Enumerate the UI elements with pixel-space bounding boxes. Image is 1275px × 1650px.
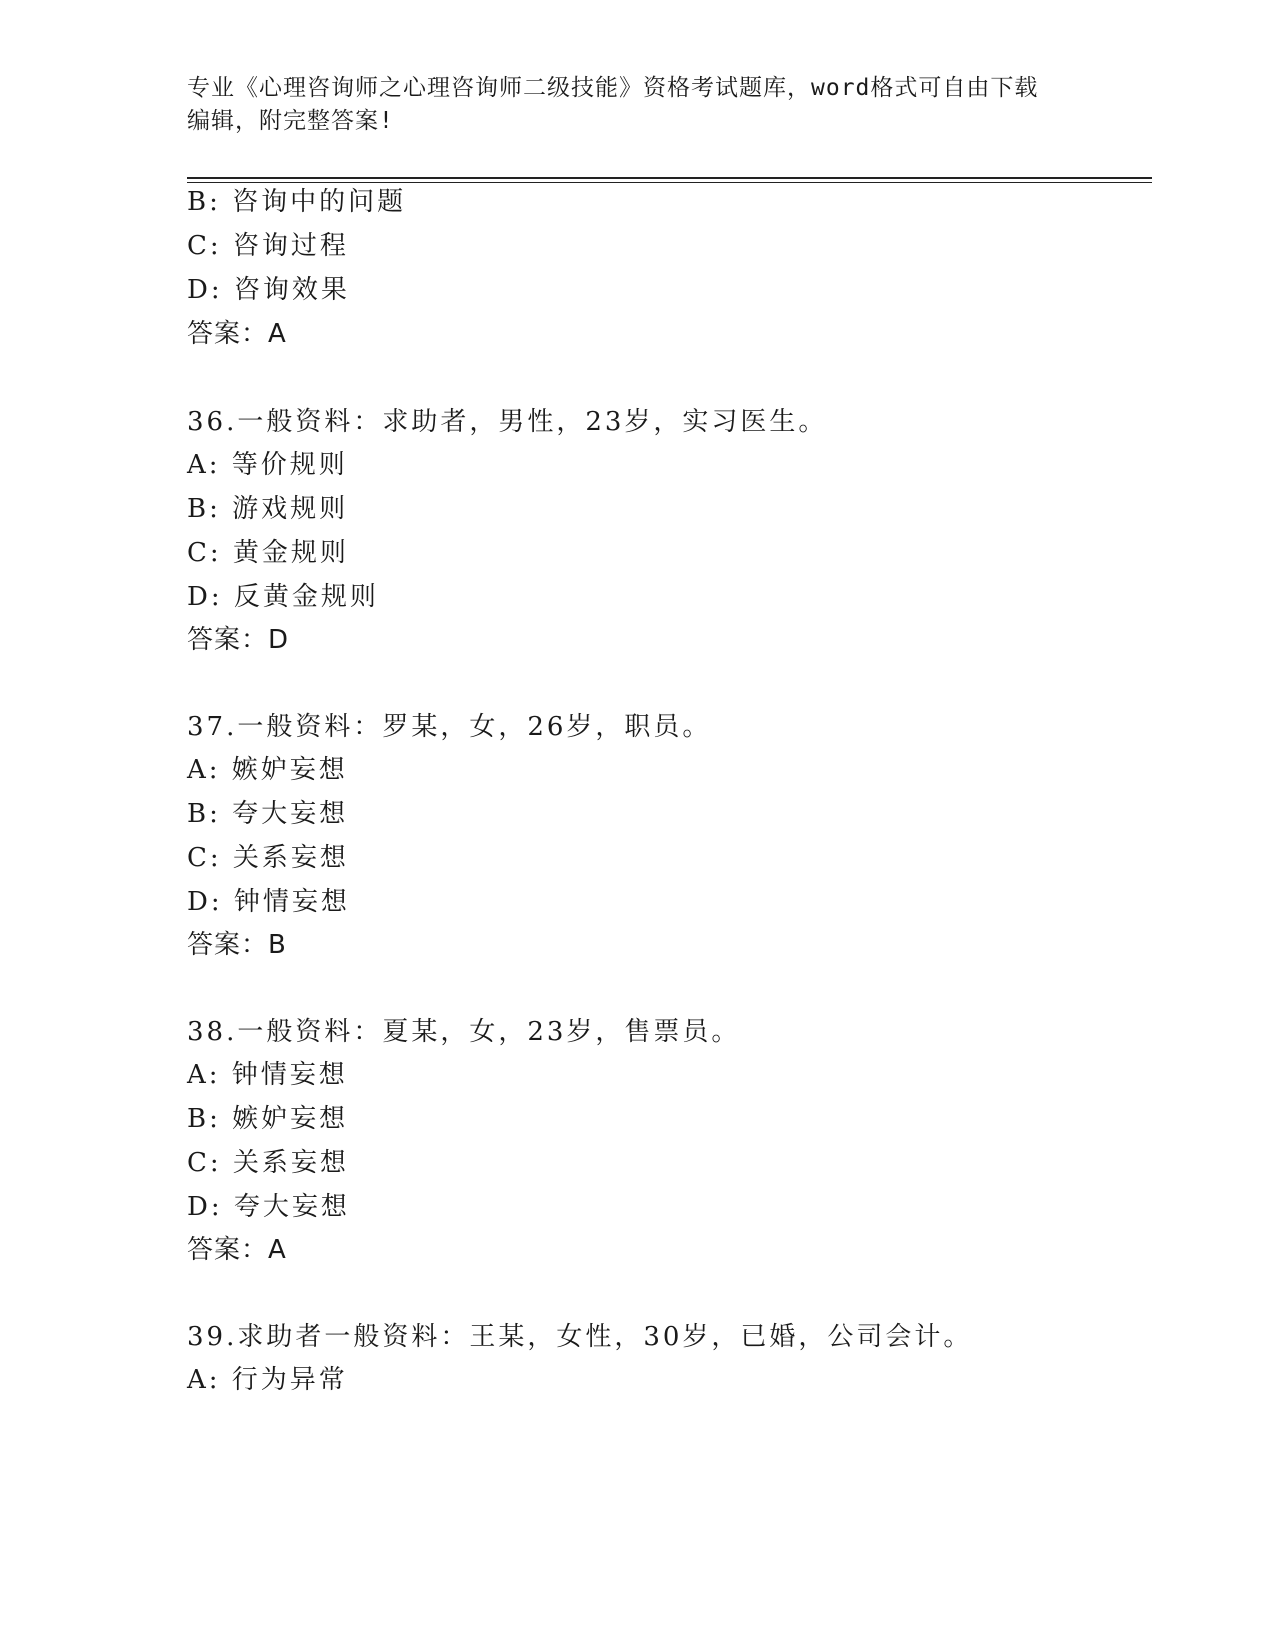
header-divider-thick xyxy=(187,177,1152,179)
header-line-2: 编辑，附完整答案! xyxy=(187,108,394,134)
question-stem: 38.一般资料：夏某，女，23岁，售票员。 xyxy=(187,1017,741,1047)
option-b: B: 嫉妒妄想 xyxy=(187,1104,349,1134)
answer-line: 答案：B xyxy=(187,930,287,960)
option-c: C: 黄金规则 xyxy=(187,538,349,568)
answer-line: 答案：A xyxy=(187,319,287,349)
answer-line: 答案：A xyxy=(187,1235,287,1265)
question-stem: 36.一般资料：求助者，男性，23岁，实习医生。 xyxy=(187,407,828,437)
answer-line: 答案：D xyxy=(187,625,290,655)
option-d: D: 夸大妄想 xyxy=(187,1192,350,1222)
option-b: B: 咨询中的问题 xyxy=(187,187,407,217)
option-c: C: 关系妄想 xyxy=(187,1148,349,1178)
option-c: C: 咨询过程 xyxy=(187,231,349,261)
question-stem: 39.求助者一般资料：王某，女性，30岁，已婚，公司会计。 xyxy=(187,1322,973,1352)
option-b: B: 夸大妄想 xyxy=(187,799,349,829)
option-b: B: 游戏规则 xyxy=(187,494,349,524)
option-d: D: 钟情妄想 xyxy=(187,887,350,917)
option-a: A: 嫉妒妄想 xyxy=(187,755,348,785)
option-a: A: 钟情妄想 xyxy=(187,1060,348,1090)
header-divider-thin xyxy=(187,182,1152,183)
question-stem: 37.一般资料：罗某，女，26岁，职员。 xyxy=(187,712,712,742)
document-header xyxy=(187,72,1087,138)
option-d: D: 咨询效果 xyxy=(187,275,350,305)
option-a: A: 等价规则 xyxy=(187,450,348,480)
option-c: C: 关系妄想 xyxy=(187,843,349,873)
option-a: A: 行为异常 xyxy=(187,1365,348,1395)
option-d: D: 反黄金规则 xyxy=(187,582,379,612)
header-line-1: 专业《心理咨询师之心理咨询师二级技能》资格考试题库，word格式可自由下载 xyxy=(187,75,1039,101)
